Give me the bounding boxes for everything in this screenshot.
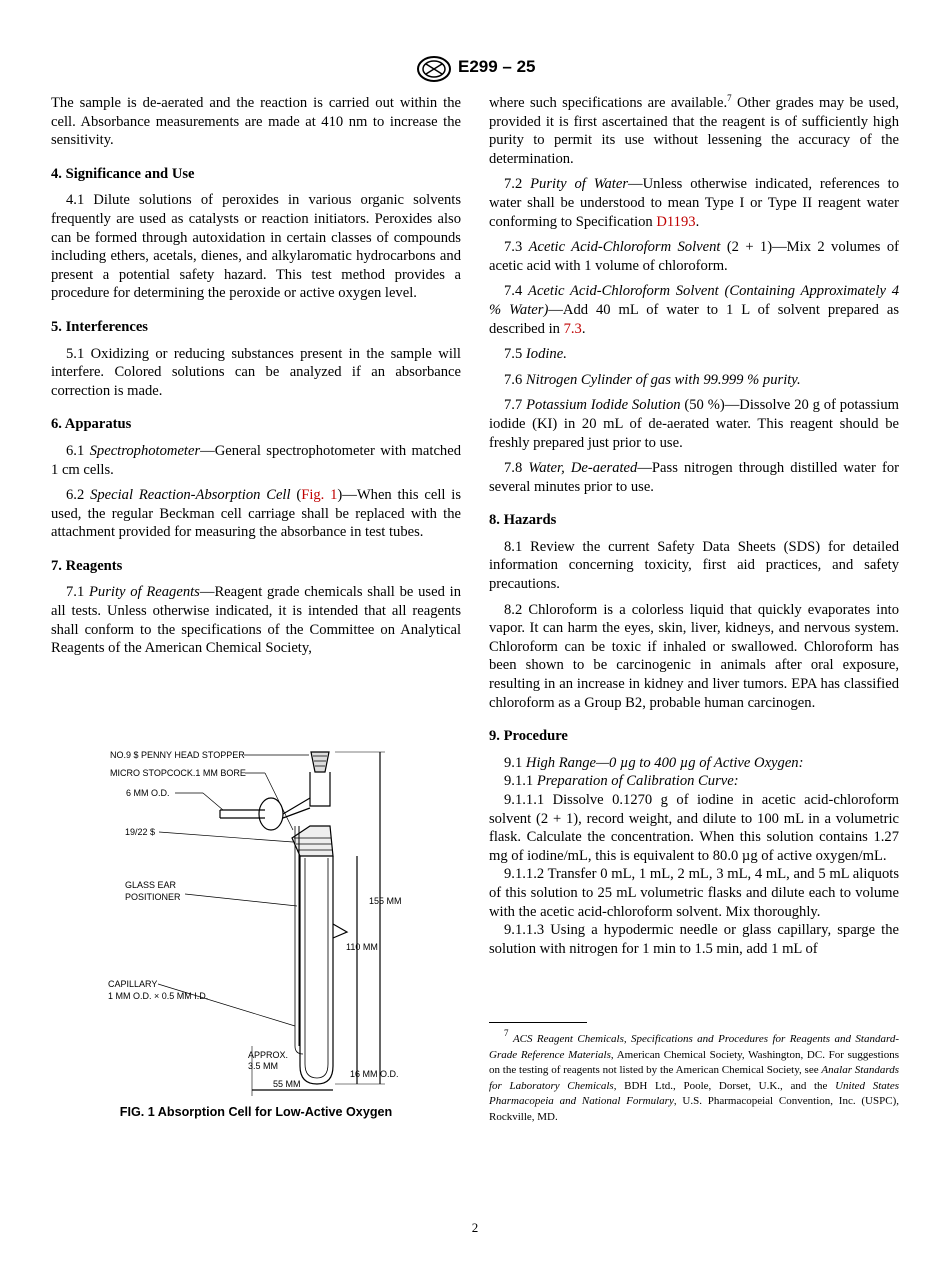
paragraph-9-1: 9.1 High Range—0 µg to 400 µg of Active Oxygen: [504, 754, 804, 771]
section-7-heading: 7. Reagents [51, 557, 123, 574]
fig-label-ear-2: POSITIONER [125, 892, 181, 902]
document-id: E299 – 25 [458, 57, 536, 76]
footnote-7: $^7$ ACS Reagent Chemicals, Specifications and Procedures for Reagents and Standard-Grade Reference Materials, American Chemical Society, Washington, DC. For suggestions on the testing of reagents not listed by the American Chemical Society, see Analar Standards for Laboratory Chemicals, BDH Ltd., Poole, Dorset, U.K., and the United States Pharmacopeia and National Formulary, U.S. Pharmacopeial Convention, Inc. (USPC), Rockville, MD. [489, 1028, 899, 1123]
fig-label-55mm: 55 MM [273, 1079, 301, 1089]
fig-label-capillary-1: CAPILLARY [108, 979, 158, 989]
fig-label-approx-2: 3.5 MM [248, 1061, 279, 1071]
paragraph-7-1-continued: where such specifications are available.$^7$ Other grades may be used, provided it is first ascertained that the reagent is of sufficiently high purity to permit its use without lessening the accuracy of the determination. [489, 93, 899, 167]
fig-label-approx-1: APPROX. [248, 1050, 289, 1060]
section-7-3-link[interactable]: 7.3 [563, 320, 582, 337]
fig-label-155mm: 155 MM [369, 896, 402, 906]
paragraph-9-1-1: 9.1.1 Preparation of Calibration Curve: [504, 773, 739, 790]
section-8-heading: 8. Hazards [489, 512, 557, 529]
right-column [489, 94, 899, 958]
fig-1-link[interactable]: Fig. 1 [301, 487, 338, 504]
paragraph-7-8: 7.8 Water, De-aerated—Pass nitrogen through distilled water for several minutes prior to use. [489, 460, 899, 495]
fig-label-stopcock: MICRO STOPCOCK.1 MM BORE [110, 768, 246, 778]
fig-label-stopper: NO.9 $ PENNY HEAD STOPPER [110, 750, 245, 760]
figure-caption: FIG. 1 Absorption Cell for Low-Active Oxygen [119, 1105, 393, 1119]
footnote-divider [489, 1022, 587, 1023]
page-number: 2 [471, 1220, 479, 1235]
paragraph-8-2: 8.2 Chloroform is a colorless liquid that quickly evaporates into vapor. It can harm the eyes, skin, liver, kidneys, and nervous system. Chloroform can be toxic if inhaled or swallowed. Chloroform has been shown to be carcinogenic in animals after oral exposure, resulting in an increase in kidney and liver tumors. EPA has classified chloroform as a Group B2, probable human carcinogen. [489, 601, 899, 711]
paragraph-9-1-1-3: 9.1.1.3 Using a hypodermic needle or glass capillary, sparge the solution with nitrogen for 1 min to 1.5 min, add 1 mL of [489, 922, 899, 957]
paragraph-9-1-1-2: 9.1.1.2 Transfer 0 mL, 1 mL, 2 mL, 3 mL, 4 mL, and 5 mL aliquots of this solution to 25 mL volumetric flasks and dilute each to volume with the acetic acid-chloroform solvent. Mix thoroughly. [489, 866, 899, 920]
paragraph-6-2: 6.2 Special Reaction-Absorption Cell (Fig. 1)—When this cell is used, the regular Beckman cell carriage shall be replaced with the attachment provided for measuring the absorbance in test tubes. [51, 487, 462, 541]
fig-label-ear-1: GLASS EAR [125, 880, 177, 890]
astm-logo-icon [416, 56, 452, 82]
section-4-heading: 4. Significance and Use [51, 165, 195, 182]
d1193-link[interactable]: D1193 [656, 213, 696, 230]
fig-label-od6: 6 MM O.D. [126, 788, 170, 798]
paragraph-6-1: 6.1 Spectrophotometer—General spectrophotometer with matched 1 cm cells. [51, 442, 461, 478]
paragraph-7-4: 7.4 Acetic Acid-Chloroform Solvent (Containing Approximately 4 % Water)—Add 40 mL of water to 1 L of solvent prepared as described in 7.3. [489, 283, 899, 337]
paragraph-5-1: 5.1 Oxidizing or reducing substances present in the sample will interfere. Colored solutions can be analyzed if an absorbance correction is made. [51, 345, 461, 399]
intro-paragraph: The sample is de-aerated and the reaction is carried out within the cell. Absorbance measurements are made at 410 nm to increase the sensitivity. [51, 95, 461, 149]
fig-label-16mm: 16 MM O.D. [350, 1069, 399, 1079]
paragraph-4-1: 4.1 Dilute solutions of peroxides in various organic solvents frequently are used as catalysts or reaction initiators. Peroxides also can be formed through autoxidation in certain classes of compounds including ethers, acetals, dienes, and alkylaromatic hydrocarbons and present a potential safety hazard. This test method provides a procedure for determining the peroxide or active oxygen level. [51, 192, 461, 302]
section-6-heading: 6. Apparatus [51, 416, 132, 433]
paragraph-7-5: 7.5 Iodine. [504, 346, 567, 363]
paragraph-7-1: 7.1 Purity of Reagents—Reagent grade chemicals shall be used in all tests. Unless otherwise indicated, it is intended that all reagents shall conform to the specifications of the Committee on Analytical Reagents of the American Chemical Society, [51, 584, 461, 657]
fig-label-capillary-2: 1 MM O.D. × 0.5 MM I.D. [108, 991, 209, 1001]
fig-label-110mm: 110 MM [346, 942, 378, 952]
page-header [0, 56, 950, 82]
paragraph-8-1: 8.1 Review the current Safety Data Sheets (SDS) for detailed information concerning toxicity, first aid practices, and safety precautions. [489, 538, 899, 593]
section-9-heading: 9. Procedure [489, 728, 568, 745]
paragraph-7-6: 7.6 Nitrogen Cylinder of gas with 99.999 % purity. [504, 371, 801, 388]
paragraph-7-2: 7.2 Purity of Water—Unless otherwise indicated, references to water shall be understood to mean Type I or Type II reagent water conforming to Specification D1193. [489, 176, 899, 230]
section-5-heading: 5. Interferences [51, 318, 148, 335]
footnote-ref[interactable]: 7 [727, 93, 732, 103]
left-column [51, 94, 461, 658]
paragraph-7-3: 7.3 Acetic Acid-Chloroform Solvent (2 + 1)—Mix 2 volumes of acetic acid with 1 volume of chloroform. [489, 239, 899, 274]
absorption-cell-figure [95, 746, 425, 1108]
fig-label-joint: 19/22 $ [125, 827, 156, 837]
paragraph-7-7: 7.7 Potassium Iodide Solution (50 %)—Dissolve 20 g of potassium iodide (KI) in 20 mL of de-aerated water. This reagent should be freshly prepared just prior to use. [489, 397, 899, 451]
paragraph-9-1-1-1: 9.1.1.1 Dissolve 0.1270 g of iodine in acetic acid-chloroform solvent (2 + 1), record weight, and dilute to 100 mL in a volumetric flask. Calculate the concentration. When this solution contains 1.27 mg of iodine/mL, this is equivalent to 80.0 µg of active oxygen/mL. [489, 792, 899, 864]
